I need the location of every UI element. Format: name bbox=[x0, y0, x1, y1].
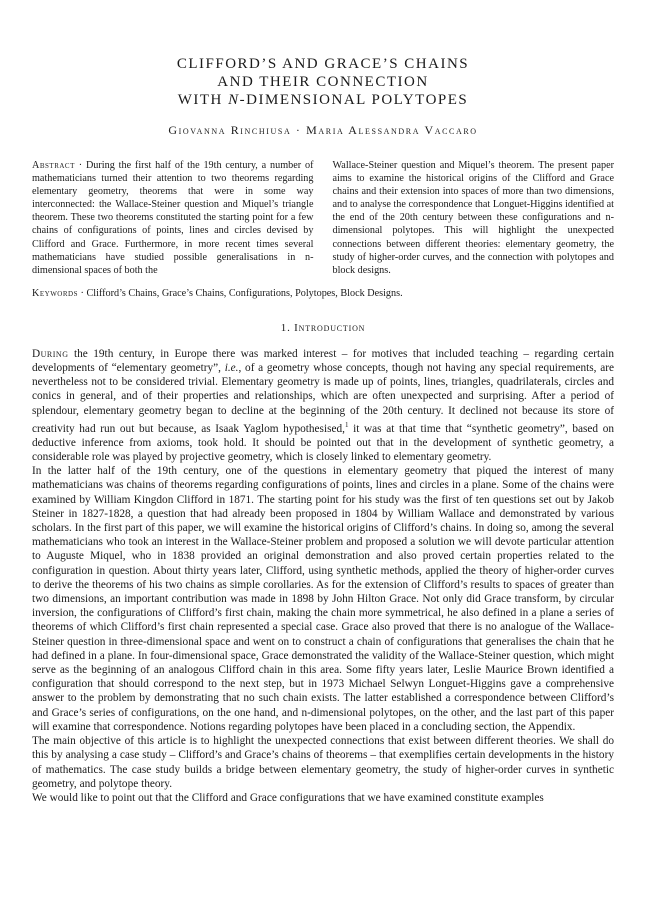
paper-title bbox=[32, 55, 614, 109]
keywords-text: · Clifford’s Chains, Grace’s Chains, Configurations, Polytopes, Block Designs. bbox=[77, 287, 403, 299]
paragraph-1-a: the 19th century, in Europe there was marked interest – for motives that included teaching – regarding certain developments of “elementary geometry”, bbox=[32, 347, 614, 375]
title-line-3-prefix: WITH bbox=[177, 92, 229, 108]
author-separator: · bbox=[291, 123, 307, 137]
body-text bbox=[32, 347, 614, 805]
paragraph-1-ie: i.e. bbox=[224, 362, 239, 375]
paragraph-2: In the latter half of the 19th century, one of the questions in elementary geometry that piqued the interest of many mathematicians was chains of theorems regarding configurations of points, lines and circles in a plane. Some of the chains were examined by William Kingdon Clifford in 1871. The starting point for his study was the first of ten questions set out by Jakob Steiner in 1827-1828, a question that had already been proposed in 1804 by William Wallace and demonstrated by various scholars. In the first part of this paper, we will examine the historical origins of Clifford’s chains. In doing so, among the several mathematicians who took an interest in the Wallace-Steiner problem and proposed a solution we will devote particular attention to Auguste Miquel, who in 1838 provided an original demonstration and also proved certain properties related to the configuration in question. About thirty years later, Clifford, using synthetic methods, applied the theory of higher-order curves to derive the theorems of his two chains as simple corollaries. As for the extension of Clifford’s results to spaces of greater than two dimensions, an important contribution was made in 1898 by John Hilton Grace. Not only did Grace transform, by circular inversion, the configurations of Clifford’s first chain, making the chain more symmetrical, he also defined in a plane a series of theorems of which Clifford’s first chain represented a special case. Grace also proved that there is no analogue of the Wallace-Steiner question in three-dimensional space and went on to construct a chain of configurations that generalises the chain that he had defined in a plane. In four-dimensional space, Grace demonstrated the validity of the Wallace-Steiner question, which might serve as the beginning of an analogous Clifford chain in this area. Some fifty years later, Leslie Maurice Brown identified a configuration that should correspond to the next step, but in 1973 Michael Selwyn Longuet-Higgins gave a comprehensive answer to the problem by demonstrating that no such chain exists. The latter established a correspondence between Clifford’s and Grace’s series of configurations, on the one hand, and n-dimensional polytopes, on the other, and the last part of this paper will examine that correspondence. Notions regarding polytopes have been placed in a concluding section, the Appendix. bbox=[32, 465, 614, 733]
title-line-2: AND THEIR CONNECTION bbox=[217, 74, 429, 90]
abstract-column-1 bbox=[32, 159, 314, 277]
paragraph-3: The main objective of this article is to highlight the unexpected connections that exist between different theories. We shall do this by analysing a case study – Clifford’s and Grace’s chains of theorems – that exemplifies certain developments in the history of mathematics. The case study builds a bridge between elementary geometry, the study of higher-order curves in synthetic geometry, and polytope theory. bbox=[32, 735, 614, 790]
paragraph-1 bbox=[32, 347, 614, 464]
author-1: Giovanna Rinchiusa bbox=[168, 123, 292, 137]
title-line-3-italic: N bbox=[228, 92, 240, 108]
abstract-text-1: · During the first half of the 19th century, a number of mathematicians turned their attention to two theorems regarding elementary geometry, theorems that were in some way interconnected: the Wallace-Steiner question and Miquel’s triangle theorem. These two theorems constituted the starting point for a few chains of configurations of points, lines and circles devised by Clifford and Grace. Furthermore, in more recent times several mathematicians have studied possible generalisations in n-dimensional spaces of both the bbox=[32, 160, 314, 276]
paragraph-1-c: it was at that time that “synthetic geometry”, based on deductive inference from axioms, took hold. It should be pointed out that in the development of synthetic geometry, a considerable role was played by projective geometry, which is closely linked to elementary geometry. bbox=[32, 422, 614, 464]
title-line-3 bbox=[32, 91, 614, 109]
keywords-label: Keywords bbox=[32, 287, 78, 299]
title-line-1: CLIFFORD’S AND GRACE’S CHAINS bbox=[176, 56, 470, 72]
footnote-marker-1[interactable]: 1 bbox=[344, 420, 349, 429]
abstract bbox=[32, 159, 614, 277]
paragraph-4: We would like to point out that the Clifford and Grace configurations that we have examined constitute examples bbox=[32, 791, 544, 804]
title-line-3-suffix: -DIMENSIONAL POLYTOPES bbox=[239, 92, 469, 108]
abstract-column-2: Wallace-Steiner question and Miquel’s theorem. The present paper aims to examine the historical origins of the Clifford and Grace chains and their extension into spaces of more than two dimensions, and to analyse the correspondence that Longuet-Higgins identified at the end of the 20th century between these configurations and n-dimensional polytopes. This will highlight the unexpected connections between different theories: elementary geometry, the study of higher-order curves, and the connection with polytopes and block designs. bbox=[332, 160, 614, 276]
section-heading: 1. Introduction bbox=[280, 321, 366, 334]
keywords bbox=[32, 287, 614, 300]
abstract-label: Abstract bbox=[32, 160, 75, 171]
paragraph-1-lead: During bbox=[32, 347, 69, 360]
paragraph-1-b: , of a geometry whose concepts, though not having any special requirements, are nevertheless not to be considered trivial. Elementary geometry is made up of points, lines, triangles, quadrilaterals, circles and conics in general, and of their properties and relationships, which are often unexpected and surprising. After a period of splendour, elementary geometry began to decline at the beginning of the 20th century. It declined not because its store of creativity had run out but because, as Isaak Yaglom hypothesised, bbox=[32, 362, 614, 435]
author-2: Maria Alessandra Vaccaro bbox=[306, 123, 478, 137]
author-list bbox=[32, 123, 614, 138]
